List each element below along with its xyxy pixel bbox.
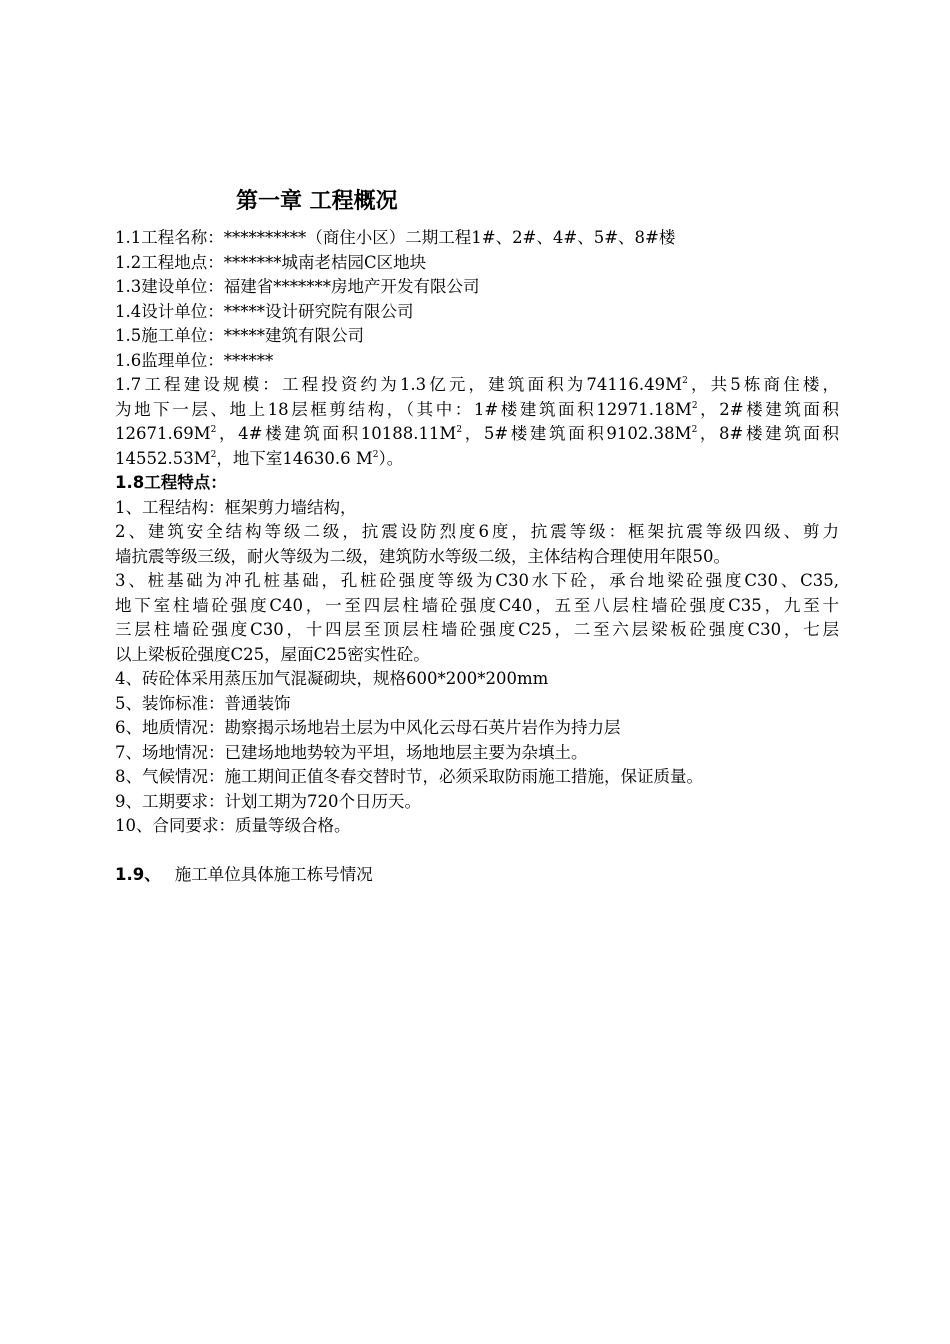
scale-text: ，2#楼建筑面积 xyxy=(697,399,839,419)
feature-item-1: 1、工程结构：框架剪力墙结构， xyxy=(115,497,357,517)
scale-text: 1.7工程建设规模：工程投资约为1.3亿元，建筑面积为74116.49M xyxy=(115,375,683,394)
feature-item-4: 4、砖砼体采用蒸压加气混凝砌块，规格600*200*200mm xyxy=(115,669,549,688)
superscript: 2 xyxy=(210,449,217,460)
supervisor-line: 1.6监理单位：****** xyxy=(115,350,274,370)
chapter-title: 第一章 工程概况 xyxy=(236,189,398,214)
scale-text: 12671.69M xyxy=(115,424,211,443)
superscript: 2 xyxy=(682,376,688,386)
feature-item-6: 6、地质情况：勘察揭示场地岩土层为中风化云母石英片岩作为持力层 xyxy=(115,718,621,737)
superscript: 2 xyxy=(691,400,698,411)
features-heading: 1.8工程特点： xyxy=(115,473,227,492)
project-name-line: 1.1工程名称：**********（商住小区）二期工程1#、2#、4#、5#、8#楼 xyxy=(115,228,676,247)
contractor-line: 1.5施工单位：*****建筑有限公司 xyxy=(115,326,364,345)
superscript: 2 xyxy=(372,449,379,460)
scale-line-2 xyxy=(115,398,839,423)
feature-item-10: 10、合同要求：质量等级合格。 xyxy=(115,816,351,835)
feature-item-2-line-1: 2、建筑安全结构等级二级，抗震设防烈度6度，抗震等级：框架抗震等级四级、剪力 xyxy=(115,522,839,541)
superscript: 2 xyxy=(210,425,217,435)
document-body xyxy=(115,226,839,888)
scale-text: ，地下室14630.6 M xyxy=(216,448,373,468)
feature-item-3-line-4: 以上梁板砼强度C25，屋面C25密实性砼。 xyxy=(115,644,430,664)
section-number: 1.9、 xyxy=(115,865,161,884)
scale-text: ，4#楼建筑面积10188.11M xyxy=(216,424,457,443)
feature-item-5: 5、装饰标准：普通装饰 xyxy=(115,693,291,713)
designer-line: 1.4设计单位：*****设计研究院有限公司 xyxy=(115,301,414,321)
scale-line-3 xyxy=(115,422,839,447)
superscript: 2 xyxy=(456,425,463,435)
scale-line-4 xyxy=(115,447,839,472)
feature-item-3-line-2: 地下室柱墙砼强度C40，一至四层柱墙砼强度C40，五至八层柱墙砼强度C35，九至十 xyxy=(115,595,839,615)
scale-text: ）。 xyxy=(378,448,404,468)
scale-text: ，共5栋商住楼， xyxy=(687,375,839,394)
scale-text: 14552.53M xyxy=(115,448,211,468)
feature-item-9: 9、工期要求：计划工期为720个日历天。 xyxy=(115,791,421,811)
feature-item-2-line-2: 墙抗震等级三级，耐火等级为二级，建筑防水等级二级，主体结构合理使用年限50。 xyxy=(115,546,730,566)
feature-item-3-line-1: 3、桩基础为冲孔桩基础，孔桩砼强度等级为C30水下砼，承台地梁砼强度C30、C35, xyxy=(115,571,839,590)
scale-text: ，5#楼建筑面积9102.38M xyxy=(462,424,692,443)
feature-item-3-line-3: 三层柱墙砼强度C30，十四层至顶层柱墙砼强度C25，二至六层梁板砼强度C30，七层 xyxy=(115,620,839,639)
developer-line: 1.3建设单位：福建省*******房地产开发有限公司 xyxy=(115,277,480,296)
section-1-9-heading xyxy=(115,863,839,888)
feature-item-8: 8、气候情况：施工期间正值冬春交替时节，必须采取防雨施工措施，保证质量。 xyxy=(115,767,703,786)
blank-line xyxy=(115,839,839,864)
project-location-line: 1.2工程地点：*******城南老桔园C区地块 xyxy=(115,252,427,272)
scale-line-1 xyxy=(115,373,839,398)
section-title: 施工单位具体施工栋号情况 xyxy=(174,865,373,884)
scale-text: 为地下一层、地上18层框剪结构，（其中：1#楼建筑面积12971.18M xyxy=(115,399,692,419)
feature-item-7: 7、场地情况：已建场地地势较为平坦，场地地层主要为杂填土。 xyxy=(115,742,588,762)
superscript: 2 xyxy=(691,425,698,435)
scale-text: ，8#楼建筑面积 xyxy=(697,424,840,443)
